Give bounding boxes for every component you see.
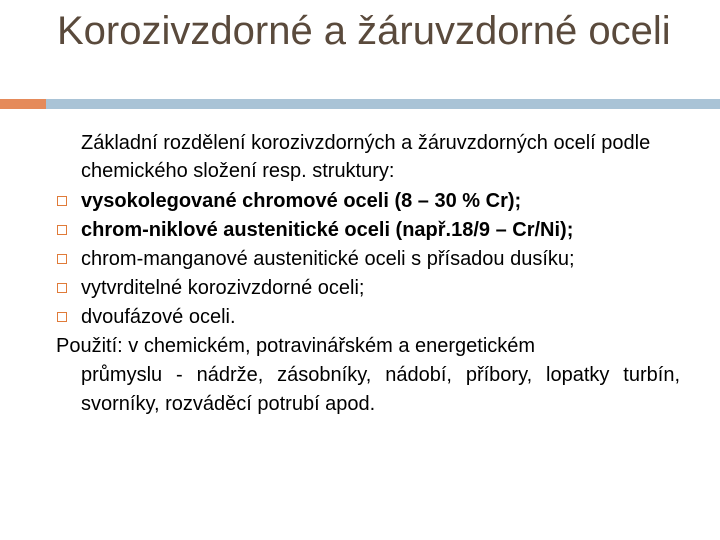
- bullet-text: vysokolegované chromové oceli (8 – 30 % Cr);: [81, 190, 522, 212]
- bullet-text: chrom-niklové austenitické oceli (např.18/9 – Cr/Ni);: [81, 219, 574, 241]
- title-rule: [46, 99, 720, 109]
- bullet-text: vytvrditelné korozivzdorné oceli;: [81, 277, 365, 299]
- list-item: [56, 274, 680, 303]
- square-bullet-icon: [57, 196, 67, 206]
- bullet-text: dvoufázové oceli.: [81, 306, 236, 328]
- usage-line-2: průmyslu - nádrže, zásobníky, nádobí, příbory, lopatky turbín, svorníky, rozváděcí potrubí apod.: [81, 364, 680, 415]
- usage-line-1: Použití: v chemickém, potravinářském a energetickém: [56, 335, 536, 357]
- square-bullet-icon: [57, 312, 67, 322]
- title-rule-accent: [0, 99, 46, 109]
- intro-text: Základní rozdělení korozivzdorných a žáruvzdorných ocelí podle chemického složení resp. struktury:: [81, 132, 651, 182]
- bullet-text: chrom-manganové austenitické oceli s přísadou dusíku;: [81, 248, 575, 270]
- usage-paragraph: [56, 332, 680, 419]
- bullet-list: [56, 187, 680, 332]
- list-item: [56, 245, 680, 274]
- square-bullet-icon: [57, 283, 67, 293]
- list-item: [56, 216, 680, 245]
- list-item: [56, 303, 680, 332]
- slide-title: Korozivzdorné a žáruvzdorné oceli: [57, 9, 671, 53]
- list-item: [56, 187, 680, 216]
- square-bullet-icon: [57, 225, 67, 235]
- square-bullet-icon: [57, 254, 67, 264]
- slide-content: [56, 129, 680, 419]
